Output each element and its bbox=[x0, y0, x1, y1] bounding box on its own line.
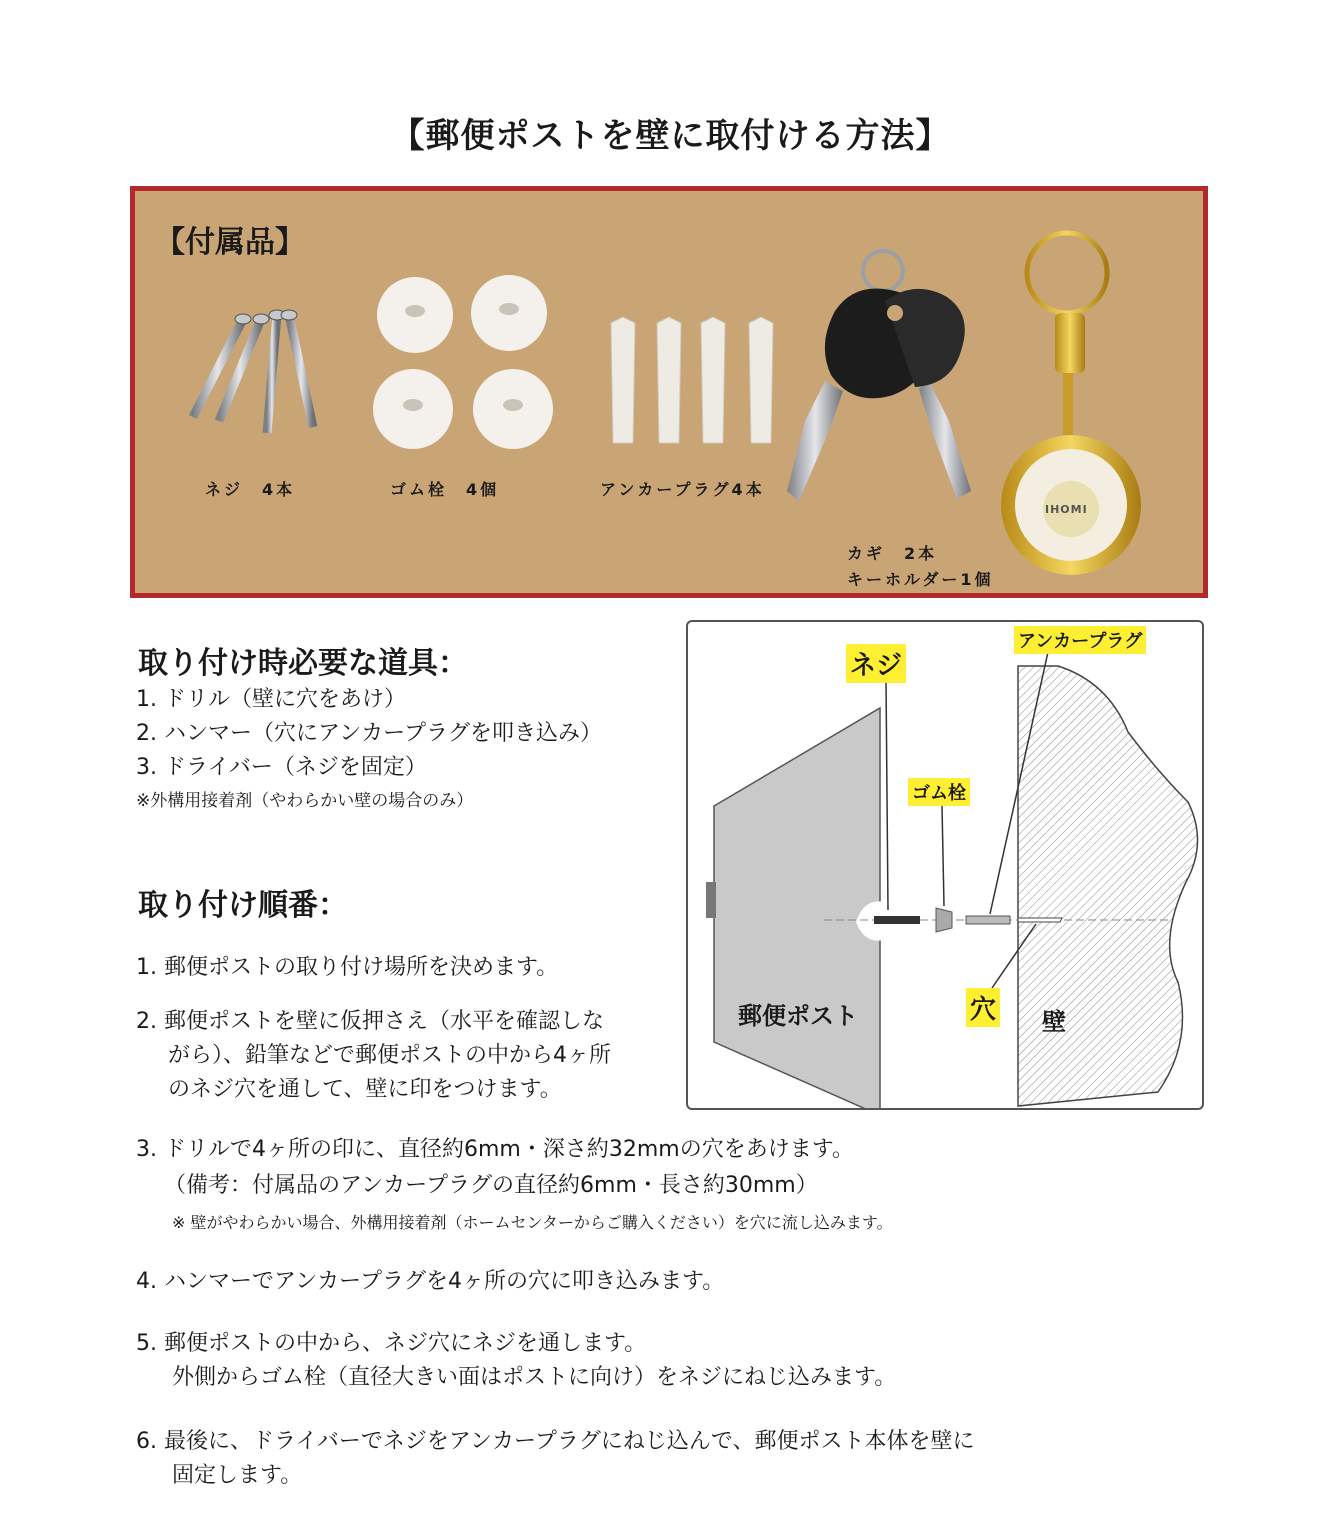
tools-heading: 取り付け時必要な道具： bbox=[138, 646, 468, 681]
screw-shape bbox=[874, 916, 920, 924]
anchor-plug-shape bbox=[966, 916, 1010, 924]
step-6-line: 6. 最後に、ドライバーでネジをアンカープラグにねじ込んで、郵便ポスト本体を壁に bbox=[136, 1429, 975, 1454]
rubber-plugs-image bbox=[373, 275, 553, 449]
rubber-plugs-caption: ゴム栓 4個 bbox=[390, 480, 500, 499]
rubber-plug-shape bbox=[936, 908, 952, 932]
hole-shape bbox=[1018, 918, 1062, 922]
installation-diagram-drawing bbox=[688, 622, 1202, 1108]
diagram-label-hole: 穴 bbox=[966, 988, 1000, 1027]
step-2-line: のネジ穴を通して、壁に印をつけます。 bbox=[168, 1077, 562, 1102]
step-6-line: 固定します。 bbox=[172, 1463, 303, 1488]
accessories-label: 【付属品】 bbox=[155, 225, 305, 260]
screws-caption: ネジ 4本 bbox=[205, 480, 296, 499]
keyholder-caption: キーホルダー1個 bbox=[847, 570, 994, 589]
step-1: 1. 郵便ポストの取り付け場所を決めます。 bbox=[136, 955, 559, 980]
wall-shape bbox=[1018, 666, 1198, 1106]
step-3-line: （備考：付属品のアンカープラグの直径約6mm・長さ約30mm） bbox=[164, 1173, 818, 1198]
installation-diagram bbox=[686, 620, 1204, 1110]
diagram-label-wall: 壁 bbox=[1042, 1008, 1066, 1036]
keyholder-image bbox=[1001, 233, 1141, 575]
tool-item: 3. ドライバー（ネジを固定） bbox=[136, 755, 427, 780]
keys-caption: カギ 2本 bbox=[847, 544, 938, 563]
keys-image bbox=[787, 251, 971, 501]
tool-item: 2. ハンマー（穴にアンカープラグを叩き込み） bbox=[136, 721, 603, 746]
anchor-plugs-image bbox=[611, 317, 773, 443]
keyholder-brand-text: IHOMI bbox=[1045, 503, 1088, 516]
step-5-line: 外側からゴム栓（直径大きい面はポストに向け）をネジにねじ込みます。 bbox=[172, 1365, 897, 1390]
step-4: 4. ハンマーでアンカープラグを4ヶ所の穴に叩き込みます。 bbox=[136, 1269, 725, 1294]
diagram-label-anchor-plug: アンカープラグ bbox=[1014, 626, 1146, 654]
accessories-photo-panel bbox=[130, 186, 1208, 598]
screws-image bbox=[193, 310, 313, 433]
steps-heading: 取り付け順番： bbox=[138, 888, 348, 923]
step-2-line: 2. 郵便ポストを壁に仮押さえ（水平を確認しな bbox=[136, 1009, 604, 1034]
anchor-plugs-caption: アンカープラグ4本 bbox=[600, 480, 765, 499]
step-3-line: 3. ドリルで4ヶ所の印に、直径約6mm・深さ約32mmの穴をあけます。 bbox=[136, 1137, 854, 1162]
diagram-label-rubber-plug: ゴム栓 bbox=[908, 778, 970, 806]
step-2-line: がら）、鉛筆などで郵便ポストの中から4ヶ所 bbox=[168, 1043, 611, 1068]
step-5-line: 5. 郵便ポストの中から、ネジ穴にネジを通します。 bbox=[136, 1331, 647, 1356]
step-3-note: ※ 壁がやわらかい場合、外構用接着剤（ホームセンターからご購入ください）を穴に流し込みます。 bbox=[172, 1213, 893, 1232]
tools-note: ※外構用接着剤（やわらかい壁の場合のみ） bbox=[136, 791, 474, 811]
diagram-label-mailbox: 郵便ポスト bbox=[738, 1002, 858, 1030]
diagram-label-screw: ネジ bbox=[846, 644, 906, 683]
page-title: 【郵便ポストを壁に取付ける方法】 bbox=[390, 116, 951, 156]
mailbox-shape bbox=[714, 708, 880, 1108]
tool-item: 1. ドリル（壁に穴をあけ） bbox=[136, 687, 406, 712]
